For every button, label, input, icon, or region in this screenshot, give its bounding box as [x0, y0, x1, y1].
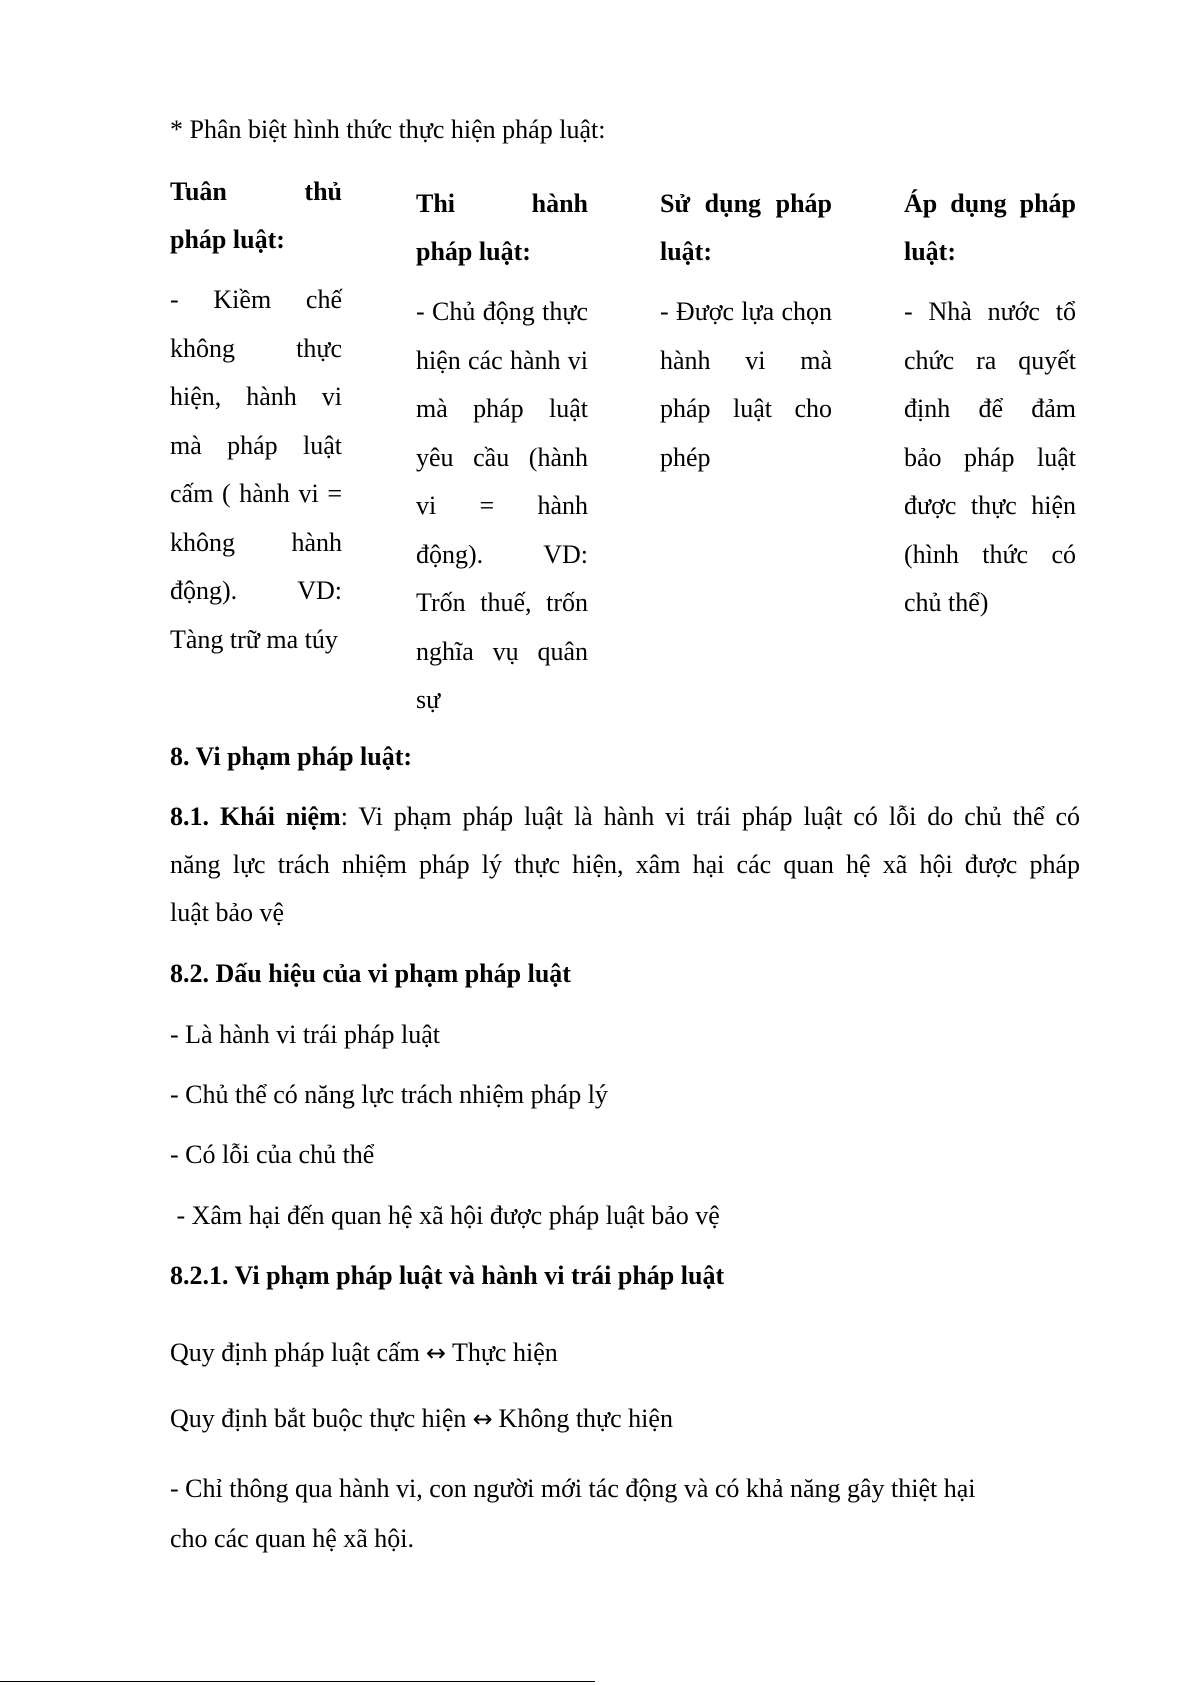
section-8-1-line-2: năng lực trách nhiệm pháp lý thực hiện, xâm hại các quan hệ xã hội được pháp: [170, 850, 1080, 879]
list-item: - Có lỗi của chủ thể: [170, 1140, 375, 1169]
column-heading: Thi hành pháp luật:: [416, 189, 588, 266]
column-body: - Chủ động thực hiện các hành vi mà pháp luật yêu cầu (hành vi = hành động). VD: Trốn thuế, trốn nghĩa vụ quân sự: [416, 297, 588, 714]
column-heading: Tuân thủ pháp luật:: [170, 177, 342, 254]
column-thi-hanh: [416, 180, 588, 725]
double-arrow-icon: ↔: [425, 1339, 446, 1367]
column-ap-dung: [904, 180, 1076, 628]
intro-line: * Phân biệt hình thức thực hiện pháp luật:: [170, 115, 606, 144]
list-item: - Chủ thể có năng lực trách nhiệm pháp lý: [170, 1080, 608, 1109]
column-body: - Được lựa chọn hành vi mà pháp luật cho phép: [660, 297, 832, 472]
section-8-1-line-3: luật bảo vệ: [170, 898, 285, 927]
list-item: - Là hành vi trái pháp luật: [170, 1020, 441, 1049]
rule-line-2: Quy định bắt buộc thực hiện ↔ Không thực hiện: [170, 1404, 673, 1433]
column-body: - Kiềm chế không thực hiện, hành vi mà pháp luật cấm ( hành vi = không hành động). VD: Tàng trữ ma túy: [170, 285, 342, 654]
column-heading: Sử dụng pháp luật:: [660, 189, 832, 266]
paragraph-line-1: - Chỉ thông qua hành vi, con người mới tác động và có khả năng gây thiệt hại: [170, 1474, 976, 1503]
section-8-1-line-1: 8.1. Khái niệm: Vi phạm pháp luật là hành vi trái pháp luật có lỗi do chủ thể có: [170, 802, 1080, 831]
double-arrow-icon: ↔: [472, 1405, 493, 1433]
column-su-dung: [660, 180, 832, 482]
column-heading: Áp dụng pháp luật:: [904, 189, 1076, 266]
rule-line-1: Quy định pháp luật cấm ↔ Thực hiện: [170, 1338, 558, 1367]
footer-divider: [0, 1681, 595, 1682]
column-tuan-thu: [170, 168, 342, 664]
paragraph-line-2: cho các quan hệ xã hội.: [170, 1524, 415, 1553]
section-8-heading: 8. Vi phạm pháp luật:: [170, 742, 413, 771]
column-body: - Nhà nước tổ chức ra quyết định để đảm bảo pháp luật được thực hiện (hình thức có chủ thể): [904, 297, 1076, 617]
section-8-2-1-heading: 8.2.1. Vi phạm pháp luật và hành vi trái pháp luật: [170, 1261, 725, 1290]
section-8-2-heading: 8.2. Dấu hiệu của vi phạm pháp luật: [170, 959, 571, 988]
list-item: - Xâm hại đến quan hệ xã hội được pháp luật bảo vệ: [170, 1201, 720, 1230]
